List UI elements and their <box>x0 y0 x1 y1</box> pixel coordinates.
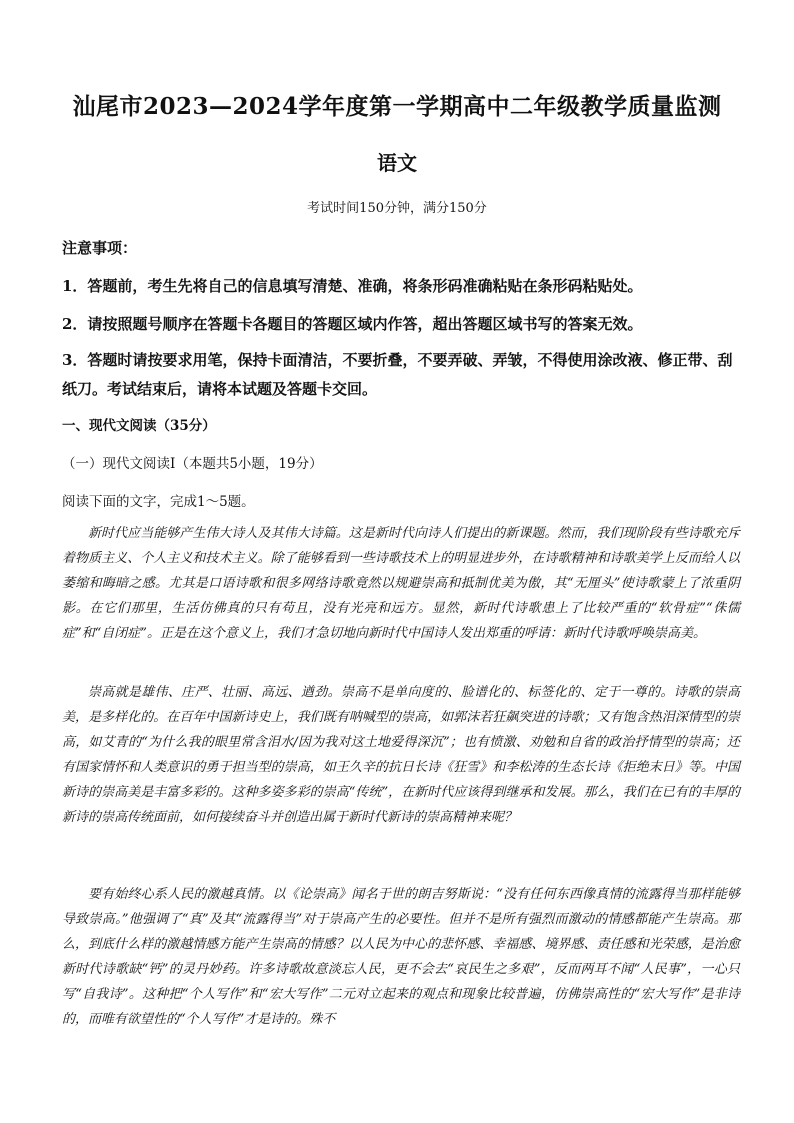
subsection-heading: （一）现代文阅读Ⅰ（本题共5小题，19分） <box>62 456 323 472</box>
passage-paragraph: 新时代应当能够产生伟大诗人及其伟大诗篇。这是新时代向诗人们提出的新课题。然而，我们现阶段有些诗歌充斥着物质主义、个人主义和技术主义。除了能够看到一些诗歌技术上的明显进步外，在诗歌精神和诗歌美学上反而给人以萎缩和晦暗之感。尤其是口语诗歌和很多网络诗歌竟然以规避崇高和抵制优美为傲，其“无厘头”使诗歌蒙上了浓重阴影。在它们那里，生活仿佛真的只有苟且，没有光亮和远方。显然，新时代诗歌患上了比较严重的“软骨症”“侏儒症”和“自闭症”。正是在这个意义上，我们才急切地向新时代中国诗人发出郑重的呼请：新时代诗歌呼唤崇高美。 <box>62 526 740 641</box>
notice-item: 3．答题时请按要求用笔，保持卡面清洁，不要折叠，不要弄破、弄皱，不得使用涂改液、修正带、刮纸刀。考试结束后，请将本试题及答题卡交回。 <box>62 351 733 398</box>
passage-paragraph: 崇高就是雄伟、庄严、壮丽、高远、遒劲。崇高不是单向度的、脸谱化的、标签化的、定于一尊的。诗歌的崇高美，是多样化的。在百年中国新诗史上，我们既有呐喊型的崇高，如郭沫若狂飙突进的诗歌；又有饱含热泪深情型的崇高，如艾青的“为什么我的眼里常含泪水/因为我对这土地爱得深沉”；也有愤激、劝勉和自省的政治抒情型的崇高；还有国家情怀和人类意识的勇于担当型的崇高，如王久辛的抗日长诗《狂雪》和李松涛的生态长诗《拒绝末日》等。中国新诗的崇高美是丰富多彩的。这种多姿多彩的崇高“传统”，在新时代应该得到继承和发展。那么，我们在已有的丰厚的新诗的崇高传统面前，如何接续奋斗并创造出属于新时代新诗的崇高精神来呢？ <box>62 685 740 825</box>
subject-title: 语文 <box>377 151 417 175</box>
notice-item: 2．请按照题号顺序在答题卡各题目的答题区域内作答，超出答题区域书写的答案无效。 <box>62 315 643 333</box>
notice-heading: 注意事项： <box>62 239 138 257</box>
exam-time-info: 考试时间150分钟，满分150分 <box>307 201 487 216</box>
notice-item: 1．答题前，考生先将自己的信息填写清楚、准确，将条形码准确粘贴在条形码粘贴处。 <box>62 277 643 295</box>
section-heading: 一、现代文阅读（35分） <box>62 418 216 434</box>
exam-title: 汕尾市2023—2024学年度第一学期高中二年级教学质量监测 <box>72 93 722 120</box>
reading-instruction: 阅读下面的文字，完成1～5题。 <box>62 494 255 510</box>
passage-paragraph: 要有始终心系人民的激越真情。以《论崇高》闻名于世的朗吉努斯说：“没有任何东西像真情的流露得当那样能够导致崇高。”他强调了“真”及其“流露得当”对于崇高产生的必要性。但并不是所有强烈而激动的情感都能产生崇高。那么，到底什么样的激越情感方能产生崇高的情感？以人民为中心的悲怀感、幸福感、境界感、责任感和光荣感，是治愈新时代诗歌缺“钙”的灵丹妙药。许多诗歌故意淡忘人民，更不会去“哀民生之多艰”，反而两耳不闻“人民事”，一心只写“自我诗”。这种把“个人写作”和“宏大写作”二元对立起来的观点和现象比较普遍，仿佛崇高性的“宏大写作”是非诗的，而唯有欲望性的“个人写作”才是诗的。殊不 <box>62 887 740 1027</box>
